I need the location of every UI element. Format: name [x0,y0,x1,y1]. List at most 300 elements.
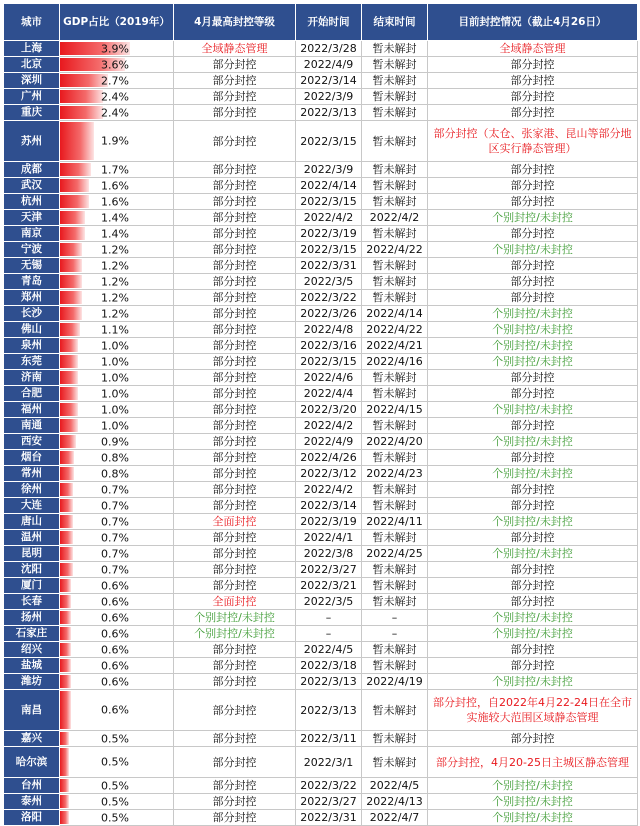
table-row [4,306,638,322]
end-date-cell: 暂未解封 [362,386,428,402]
gdp-cell [60,290,174,306]
max-level-cell: 部分封控 [174,338,296,354]
gdp-cell [60,546,174,562]
gdp-value: 0.6% [101,595,129,608]
end-date-cell: – [362,610,428,626]
status-cell: 个别封控/未封控 [428,546,638,562]
status-cell: 部分封控 [428,370,638,386]
gdp-bar [60,435,76,448]
end-date-cell: 2022/4/19 [362,674,428,690]
gdp-bar [60,90,103,103]
gdp-value: 3.9% [101,42,129,55]
gdp-bar [60,659,71,672]
max-level-cell: 部分封控 [174,482,296,498]
gdp-value: 1.4% [101,211,129,224]
end-date-cell: 暂未解封 [362,162,428,178]
max-level-cell: 部分封控 [174,402,296,418]
gdp-value: 1.2% [101,243,129,256]
gdp-cell [60,306,174,322]
gdp-cell [60,778,174,794]
gdp-value: 0.5% [101,779,129,792]
status-cell: 个别封控/未封控 [428,402,638,418]
city-cell: 长沙 [4,306,60,322]
max-level-cell: 部分封控 [174,57,296,73]
max-level-cell: 部分封控 [174,354,296,370]
status-cell: 个别封控/未封控 [428,514,638,530]
gdp-cell [60,514,174,530]
gdp-bar [60,291,82,304]
gdp-value: 1.2% [101,275,129,288]
gdp-bar [60,531,73,544]
gdp-bar [60,355,78,368]
gdp-value: 1.2% [101,291,129,304]
gdp-cell [60,731,174,747]
start-date-cell: 2022/4/1 [296,530,362,546]
gdp-cell [60,121,174,162]
city-cell: 烟台 [4,450,60,466]
gdp-cell [60,466,174,482]
end-date-cell: 暂未解封 [362,274,428,290]
end-date-cell: 暂未解封 [362,658,428,674]
gdp-bar [60,227,85,240]
table-row [4,258,638,274]
start-date-cell: 2022/4/9 [296,57,362,73]
gdp-value: 0.7% [101,499,129,512]
end-date-cell: 暂未解封 [362,530,428,546]
start-date-cell: 2022/4/2 [296,210,362,226]
gdp-value: 2.7% [101,74,129,87]
start-date-cell: 2022/4/5 [296,642,362,658]
gdp-value: 2.4% [101,106,129,119]
max-level-cell: 部分封控 [174,778,296,794]
status-cell: 部分封控 [428,105,638,121]
max-level-cell: 部分封控 [174,450,296,466]
city-cell: 郑州 [4,290,60,306]
status-cell: 个别封控/未封控 [428,338,638,354]
gdp-value: 1.0% [101,339,129,352]
city-cell: 苏州 [4,121,60,162]
table-row [4,242,638,258]
status-cell: 部分封控 [428,89,638,105]
gdp-cell [60,498,174,514]
status-cell: 部分封控，4月20-25日主城区静态管理 [428,747,638,778]
gdp-cell [60,242,174,258]
gdp-cell [60,386,174,402]
end-date-cell: 2022/4/7 [362,810,428,826]
gdp-cell [60,747,174,778]
status-cell: 部分封控 [428,194,638,210]
start-date-cell: 2022/4/6 [296,370,362,386]
end-date-cell: 暂未解封 [362,194,428,210]
city-cell: 泰州 [4,794,60,810]
table-row [4,73,638,89]
start-date-cell: 2022/3/27 [296,794,362,810]
status-cell: 部分封控 [428,658,638,674]
max-level-cell: 部分封控 [174,105,296,121]
end-date-cell: 暂未解封 [362,731,428,747]
city-cell: 扬州 [4,610,60,626]
city-cell: 北京 [4,57,60,73]
gdp-cell [60,482,174,498]
lockdown-table [3,3,638,826]
table-row [4,514,638,530]
end-date-cell: 暂未解封 [362,121,428,162]
end-date-cell: 2022/4/15 [362,402,428,418]
city-cell: 嘉兴 [4,731,60,747]
gdp-value: 0.7% [101,563,129,576]
status-cell: 个别封控/未封控 [428,794,638,810]
gdp-bar [60,483,73,496]
gdp-value: 2.4% [101,90,129,103]
status-cell: 个别封控/未封控 [428,210,638,226]
table-body [4,41,638,826]
gdp-bar [60,795,69,808]
status-cell: 个别封控/未封控 [428,466,638,482]
table-row [4,747,638,778]
gdp-bar [60,595,71,608]
table-row [4,610,638,626]
gdp-value: 1.7% [101,163,129,176]
end-date-cell: 2022/4/20 [362,434,428,450]
table-row [4,105,638,121]
status-cell: 个别封控/未封控 [428,322,638,338]
gdp-bar [60,275,82,288]
gdp-value: 0.6% [101,703,129,717]
gdp-value: 1.0% [101,403,129,416]
city-cell: 青岛 [4,274,60,290]
gdp-bar [60,419,78,432]
table-row [4,642,638,658]
gdp-value: 3.6% [101,58,129,71]
end-date-cell: 暂未解封 [362,370,428,386]
table-row [4,731,638,747]
gdp-cell [60,418,174,434]
status-cell: 部分封控 [428,731,638,747]
status-cell: 部分封控 [428,162,638,178]
gdp-value: 0.5% [101,795,129,808]
gdp-cell [60,322,174,338]
max-level-cell: 部分封控 [174,178,296,194]
gdp-bar [60,563,73,576]
header-april-max-level: 4月最高封控等级 [174,4,296,41]
max-level-cell: 部分封控 [174,690,296,731]
start-date-cell: 2022/3/5 [296,274,362,290]
max-level-cell: 部分封控 [174,322,296,338]
max-level-cell: 部分封控 [174,498,296,514]
max-level-cell: 部分封控 [174,562,296,578]
gdp-value: 1.0% [101,355,129,368]
table-row [4,674,638,690]
gdp-bar [60,732,69,745]
table-row [4,498,638,514]
start-date-cell: 2022/3/9 [296,162,362,178]
header-row [4,4,638,41]
gdp-bar [60,611,71,624]
status-cell: 个别封控/未封控 [428,810,638,826]
max-level-cell: 全面封控 [174,514,296,530]
table-row [4,450,638,466]
start-date-cell: 2022/3/22 [296,290,362,306]
table-row [4,274,638,290]
end-date-cell: 2022/4/16 [362,354,428,370]
table-row [4,194,638,210]
start-date-cell: 2022/3/21 [296,578,362,594]
status-cell: 个别封控/未封控 [428,354,638,370]
start-date-cell: 2022/4/2 [296,482,362,498]
start-date-cell: 2022/3/20 [296,402,362,418]
gdp-cell [60,434,174,450]
start-date-cell: 2022/3/15 [296,194,362,210]
max-level-cell: 全面封控 [174,594,296,610]
city-cell: 厦门 [4,578,60,594]
gdp-bar [60,748,69,776]
table-row [4,578,638,594]
city-cell: 杭州 [4,194,60,210]
gdp-cell [60,530,174,546]
city-cell: 上海 [4,41,60,57]
start-date-cell: 2022/4/8 [296,322,362,338]
gdp-value: 0.7% [101,515,129,528]
end-date-cell: 暂未解封 [362,290,428,306]
start-date-cell: 2022/3/8 [296,546,362,562]
gdp-bar [60,499,73,512]
gdp-bar [60,627,71,640]
city-cell: 福州 [4,402,60,418]
gdp-cell [60,642,174,658]
gdp-cell [60,226,174,242]
status-cell: 个别封控/未封控 [428,434,638,450]
start-date-cell: – [296,626,362,642]
start-date-cell: 2022/4/2 [296,418,362,434]
gdp-cell [60,658,174,674]
end-date-cell: 暂未解封 [362,562,428,578]
gdp-cell [60,578,174,594]
end-date-cell: 暂未解封 [362,578,428,594]
end-date-cell: 2022/4/13 [362,794,428,810]
city-cell: 南通 [4,418,60,434]
status-cell: 部分封控 [428,482,638,498]
start-date-cell: 2022/3/18 [296,658,362,674]
city-cell: 温州 [4,530,60,546]
start-date-cell: 2022/4/9 [296,434,362,450]
end-date-cell: 暂未解封 [362,450,428,466]
max-level-cell: 部分封控 [174,258,296,274]
city-cell: 沈阳 [4,562,60,578]
status-cell: 全域静态管理 [428,41,638,57]
max-level-cell: 部分封控 [174,731,296,747]
table-row [4,594,638,610]
max-level-cell: 部分封控 [174,274,296,290]
table-row [4,290,638,306]
gdp-value: 0.7% [101,531,129,544]
status-cell: 个别封控/未封控 [428,778,638,794]
table-row [4,778,638,794]
gdp-bar [60,451,74,464]
start-date-cell: 2022/3/14 [296,498,362,514]
city-cell: 成都 [4,162,60,178]
gdp-bar [60,579,71,592]
status-cell: 部分封控 [428,73,638,89]
table-row [4,530,638,546]
table-row [4,810,638,826]
end-date-cell: 2022/4/2 [362,210,428,226]
max-level-cell: 部分封控 [174,73,296,89]
start-date-cell: 2022/3/1 [296,747,362,778]
gdp-cell [60,354,174,370]
city-cell: 无锡 [4,258,60,274]
city-cell: 唐山 [4,514,60,530]
gdp-value: 0.5% [101,811,129,824]
city-cell: 石家庄 [4,626,60,642]
start-date-cell: 2022/3/16 [296,338,362,354]
start-date-cell: 2022/3/13 [296,105,362,121]
start-date-cell: 2022/3/28 [296,41,362,57]
end-date-cell: 暂未解封 [362,642,428,658]
end-date-cell: 暂未解封 [362,73,428,89]
gdp-cell [60,57,174,73]
gdp-bar [60,106,103,119]
gdp-cell [60,178,174,194]
table-row [4,370,638,386]
status-cell: 个别封控/未封控 [428,674,638,690]
gdp-value: 0.6% [101,659,129,672]
gdp-value: 1.6% [101,179,129,192]
max-level-cell: 部分封控 [174,210,296,226]
gdp-value: 0.6% [101,675,129,688]
city-cell: 西安 [4,434,60,450]
end-date-cell: 暂未解封 [362,747,428,778]
status-cell: 部分封控 [428,562,638,578]
gdp-bar [60,122,94,160]
start-date-cell: 2022/3/5 [296,594,362,610]
lockdown-table-container [3,3,637,826]
start-date-cell: 2022/3/27 [296,562,362,578]
start-date-cell: 2022/3/26 [296,306,362,322]
gdp-bar [60,643,71,656]
end-date-cell: 2022/4/14 [362,306,428,322]
status-cell: 部分封控 [428,594,638,610]
gdp-cell [60,41,174,57]
start-date-cell: 2022/3/13 [296,690,362,731]
gdp-bar [60,163,91,176]
max-level-cell: 部分封控 [174,642,296,658]
start-date-cell: 2022/4/14 [296,178,362,194]
gdp-cell [60,162,174,178]
table-row [4,626,638,642]
table-row [4,41,638,57]
gdp-cell [60,210,174,226]
end-date-cell: 暂未解封 [362,690,428,731]
gdp-bar [60,371,78,384]
city-cell: 洛阳 [4,810,60,826]
gdp-bar [60,515,73,528]
table-row [4,434,638,450]
gdp-value: 1.1% [101,323,129,336]
table-row [4,338,638,354]
gdp-value: 1.0% [101,387,129,400]
start-date-cell: 2022/3/9 [296,89,362,105]
city-cell: 南昌 [4,690,60,731]
end-date-cell: 暂未解封 [362,41,428,57]
city-cell: 盐城 [4,658,60,674]
gdp-value: 1.6% [101,195,129,208]
table-row [4,162,638,178]
table-row [4,57,638,73]
gdp-cell [60,610,174,626]
city-cell: 长春 [4,594,60,610]
gdp-bar [60,811,69,824]
status-cell: 部分封控 [428,642,638,658]
end-date-cell: 暂未解封 [362,498,428,514]
start-date-cell: 2022/3/31 [296,810,362,826]
table-row [4,210,638,226]
start-date-cell: 2022/3/19 [296,514,362,530]
status-cell: 部分封控 [428,450,638,466]
gdp-bar [60,403,78,416]
gdp-cell [60,562,174,578]
max-level-cell: 部分封控 [174,370,296,386]
status-cell: 部分封控 [428,274,638,290]
gdp-value: 0.8% [101,467,129,480]
table-row [4,89,638,105]
gdp-value: 0.6% [101,579,129,592]
end-date-cell: 2022/4/5 [362,778,428,794]
city-cell: 昆明 [4,546,60,562]
gdp-value: 0.6% [101,611,129,624]
start-date-cell: 2022/4/26 [296,450,362,466]
table-row [4,418,638,434]
table-row [4,354,638,370]
status-cell: 个别封控/未封控 [428,626,638,642]
table-row [4,562,638,578]
gdp-bar [60,675,71,688]
gdp-bar [60,211,85,224]
gdp-cell [60,674,174,690]
status-cell: 部分封控 [428,418,638,434]
max-level-cell: 部分封控 [174,89,296,105]
end-date-cell: 2022/4/21 [362,338,428,354]
max-level-cell: 部分封控 [174,674,296,690]
end-date-cell: 2022/4/22 [362,242,428,258]
gdp-value: 1.2% [101,307,129,320]
city-cell: 济南 [4,370,60,386]
gdp-value: 0.7% [101,547,129,560]
gdp-bar [60,323,80,336]
city-cell: 南京 [4,226,60,242]
end-date-cell: 2022/4/25 [362,546,428,562]
city-cell: 东莞 [4,354,60,370]
gdp-value: 0.8% [101,451,129,464]
gdp-cell [60,450,174,466]
max-level-cell: 部分封控 [174,794,296,810]
table-row [4,658,638,674]
start-date-cell: 2022/3/15 [296,242,362,258]
gdp-bar [60,547,73,560]
status-cell: 部分封控 [428,57,638,73]
gdp-cell [60,274,174,290]
status-cell: 部分封控 [428,530,638,546]
table-row [4,402,638,418]
max-level-cell: 部分封控 [174,242,296,258]
max-level-cell: 部分封控 [174,747,296,778]
status-cell: 个别封控/未封控 [428,306,638,322]
start-date-cell: 2022/3/15 [296,121,362,162]
max-level-cell: 全域静态管理 [174,41,296,57]
gdp-cell [60,690,174,731]
status-cell: 部分封控（太仓、张家港、昆山等部分地区实行静态管理） [428,121,638,162]
header-start-date: 开始时间 [296,4,362,41]
gdp-value: 1.9% [101,134,129,148]
